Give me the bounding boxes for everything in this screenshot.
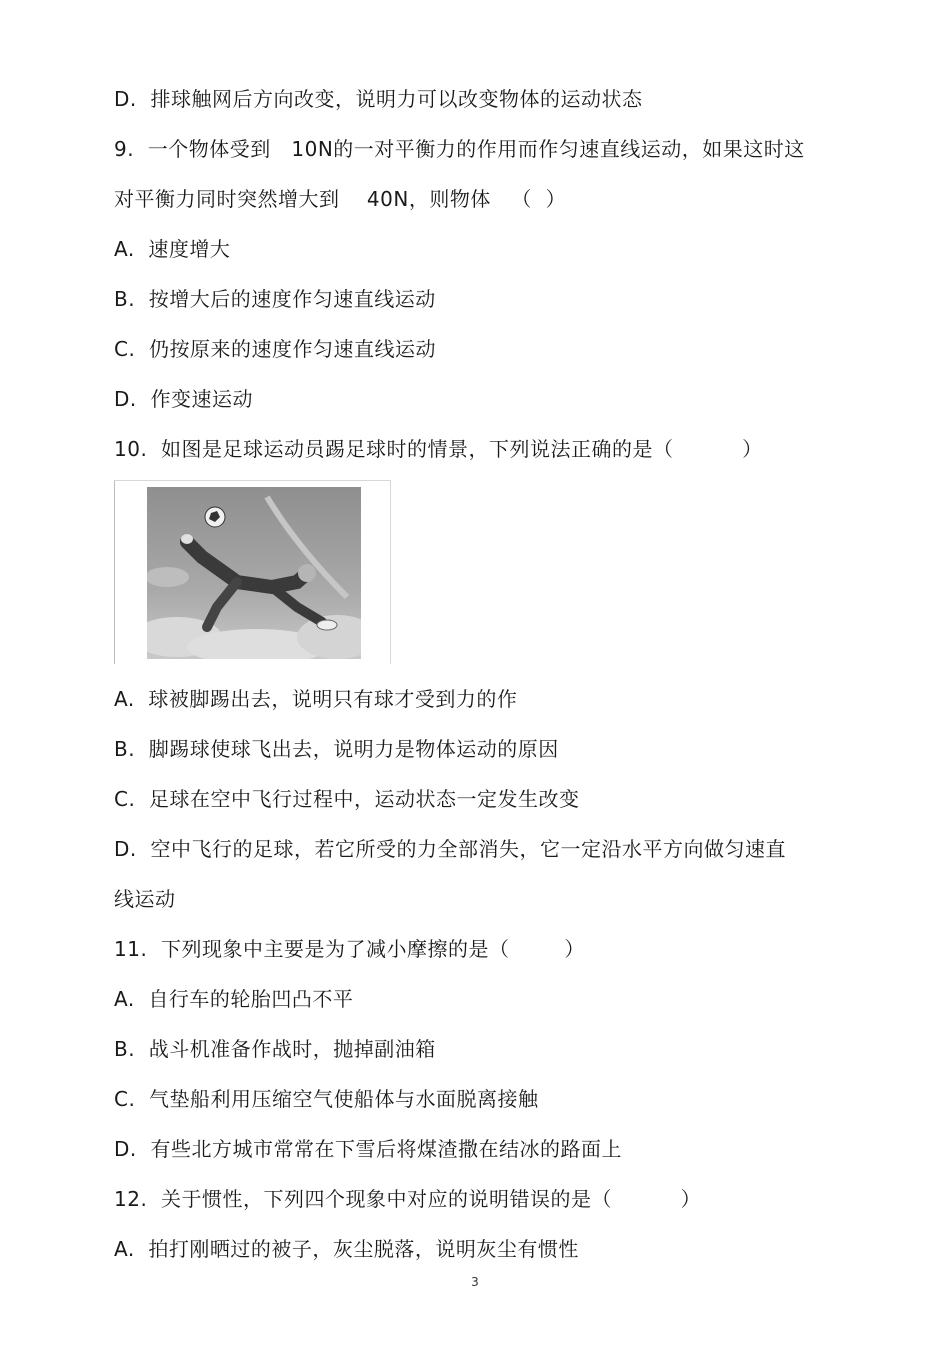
q9-stem-line-2: 对平衡力同时突然增大到 40N，则物体 （ ） [114, 187, 567, 211]
soccer-player-figure [114, 480, 391, 664]
q10-stem: 10. 如图是足球运动员踢足球时的情景，下列说法正确的是（ ） [114, 437, 763, 461]
q11-option-d: D. 有些北方城市常常在下雪后将煤渣撒在结冰的路面上 [114, 1137, 622, 1161]
q10-option-d-cont: 线运动 [114, 887, 176, 911]
page-number: 3 [471, 1275, 479, 1289]
q9-option-c: C. 仍按原来的速度作匀速直线运动 [114, 337, 437, 361]
q8-option-d: D. 排球触网后方向改变，说明力可以改变物体的运动状态 [114, 87, 643, 111]
q9-option-a: A. 速度增大 [114, 237, 231, 261]
q10-option-a: A. 球被脚踢出去，说明只有球才受到力的作 [114, 687, 518, 711]
q11-stem: 11. 下列现象中主要是为了减小摩擦的是（ ） [114, 937, 585, 961]
q12-stem: 12. 关于惯性，下列四个现象中对应的说明错误的是（ ） [114, 1187, 702, 1211]
q11-option-a: A. 自行车的轮胎凹凸不平 [114, 987, 354, 1011]
q9-option-b: B. 按增大后的速度作匀速直线运动 [114, 287, 436, 311]
soccer-kick-illustration [147, 487, 361, 659]
q11-option-c: C. 气垫船利用压缩空气使船体与水面脱离接触 [114, 1087, 539, 1111]
q10-option-b: B. 脚踢球使球飞出去，说明力是物体运动的原因 [114, 737, 559, 761]
q12-option-a: A. 拍打刚晒过的被子，灰尘脱落，说明灰尘有惯性 [114, 1237, 579, 1261]
q11-option-b: B. 战斗机准备作战时，抛掉副油箱 [114, 1037, 436, 1061]
q10-option-c: C. 足球在空中飞行过程中，运动状态一定发生改变 [114, 787, 580, 811]
q10-option-d: D. 空中飞行的足球，若它所受的力全部消失，它一定沿水平方向做匀速直 [114, 837, 786, 861]
q9-stem-line-1: 9. 一个物体受到 10N的一对平衡力的作用而作匀速直线运动，如果这时这 [114, 137, 805, 161]
q9-option-d: D. 作变速运动 [114, 387, 253, 411]
